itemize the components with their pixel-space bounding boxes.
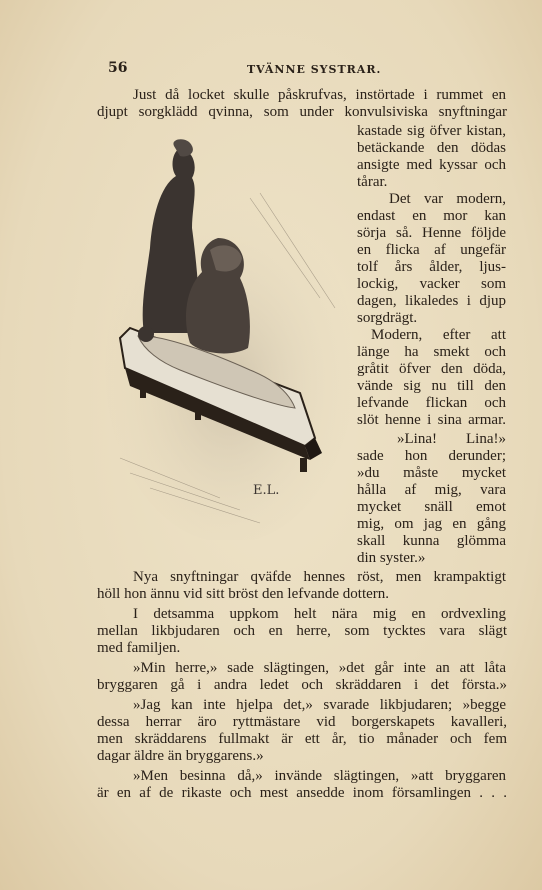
text-line: dessa herrar äro ryttmästare vid borgerskapets kavalleri,	[97, 714, 507, 730]
text-line: Modern, efter att	[371, 327, 506, 343]
text-line: länge ha smekt och	[357, 344, 506, 360]
text-line: »Men besinna då,» invände slägtingen, »att bryggaren	[133, 768, 506, 784]
text-line: lockig, vacker som	[357, 276, 506, 292]
text-line: skall kunna glömma	[357, 533, 506, 549]
text-line: dagen, likaledes i djup	[357, 293, 506, 309]
text-line: höll hon ännu vid sitt bröst den lefvande dottern.	[97, 586, 390, 602]
text-line: vände sig nu till den	[357, 378, 506, 394]
text-line: tolf års ålder, ljus-	[357, 259, 506, 275]
text-line: sade hon derunder;	[357, 448, 506, 464]
text-line: dagar äldre än bryggarens.»	[97, 748, 264, 764]
text-line: »Min herre,» sade slägtingen, »det går inte an att låta	[133, 660, 506, 676]
text-line: mig, om jag en gång	[357, 516, 506, 532]
text-line: I detsamma uppkom helt nära mig en ordvexling	[133, 606, 506, 622]
text-line: »Jag kan inte hjelpa det,» svarade likbjudaren; »begge	[133, 697, 506, 713]
text-line: en flicka af ungefär	[357, 242, 506, 258]
text-line: sorgdrägt.	[357, 310, 418, 326]
illustration-signature: E.L.	[253, 483, 280, 498]
text-line: tårar.	[357, 174, 388, 190]
text-line: mellan likbjudaren och en herre, som tycktes vara slägt	[97, 623, 507, 639]
text-line: Just då locket skulle påskrufvas, instörtade i rummet en	[133, 87, 506, 103]
text-line: din syster.»	[357, 550, 426, 566]
text-line: hålla af mig, vara	[357, 482, 506, 498]
text-line: ansigte med kyssar och	[357, 157, 506, 173]
text-line: »du måste mycket	[357, 465, 506, 481]
text-line: mycket snäll emot	[357, 499, 506, 515]
text-line: med familjen.	[97, 640, 181, 656]
text-line: gråtit öfver den döda,	[357, 361, 506, 377]
text-line: djupt sorgklädd qvinna, som under konvulsiviska snyftningar	[97, 104, 507, 120]
text-line: men skräddarens fullmakt är ett år, tio månader och fem	[97, 731, 507, 747]
text-line: kastade sig öfver kistan,	[357, 123, 506, 139]
text-line: endast en mor kan	[357, 208, 506, 224]
text-line: »Lina! Lina!»	[397, 431, 506, 447]
text-line: slöt henne i sina armar.	[357, 412, 506, 428]
page-header	[0, 60, 542, 80]
text-line: betäckande den dödas	[357, 140, 506, 156]
text-line: är en af de rikaste och mest ansedde inom församlingen . . .	[97, 785, 507, 801]
running-title: TVÄNNE SYSTRAR.	[247, 63, 382, 76]
text-line: bryggaren gå i andra ledet och skräddaren i det första.»	[97, 677, 507, 693]
text-line: Det var modern,	[389, 191, 506, 207]
coffin-illustration	[100, 138, 350, 540]
page-number: 56	[108, 60, 128, 76]
text-line: sörja så. Henne följde	[357, 225, 506, 241]
text-line: Nya snyftningar qväfde hennes röst, men krampaktigt	[133, 569, 506, 585]
text-line: lefvande flickan och	[357, 395, 506, 411]
